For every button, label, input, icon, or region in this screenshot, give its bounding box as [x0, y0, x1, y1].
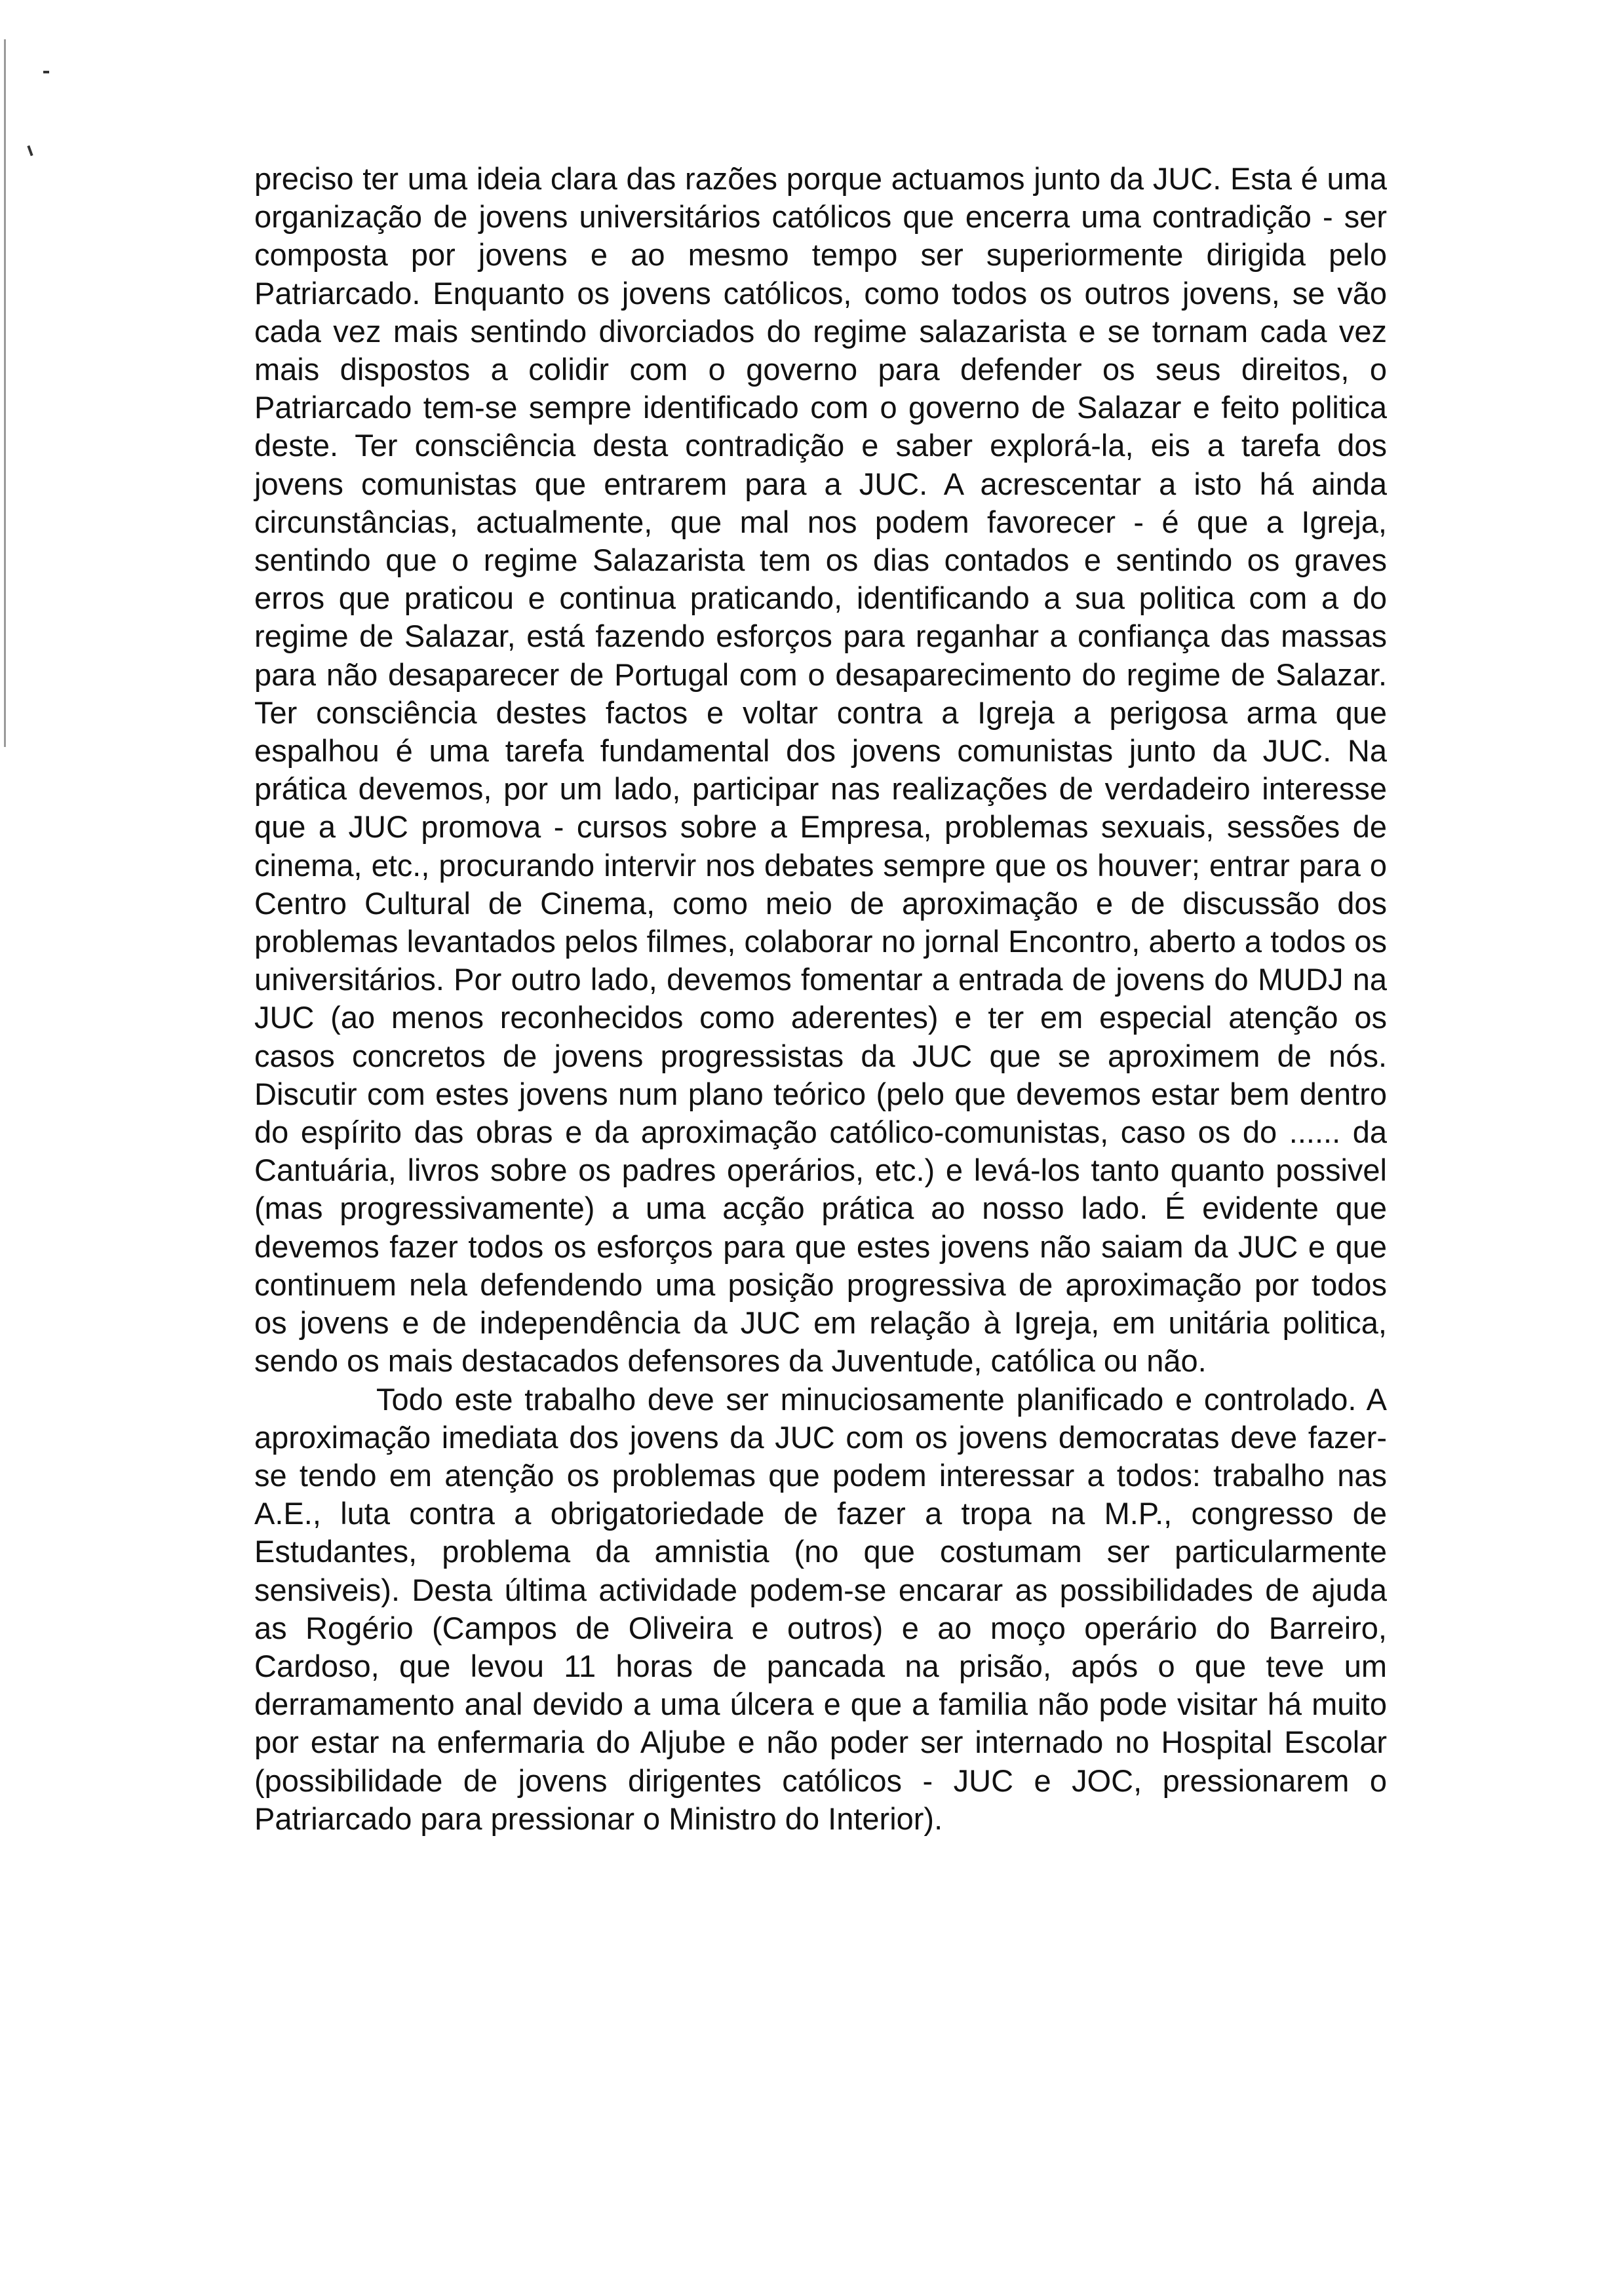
scan-edge-line — [4, 39, 6, 747]
paragraph-1: preciso ter uma ideia clara das razões porque actuamos junto da JUC. Esta é uma organização de jovens universitários católicos que encerra uma contradição - ser composta por jovens e ao mesmo tempo ser superiormente dirigida pelo Patriarcado. Enquanto os jovens católicos, como todos os outros jovens, se vão cada vez mais sentindo divorciados do regime salazarista e se tornam cada vez mais dispostos a colidir com o governo para defender os seus direitos, o Patriarcado tem-se sempre identificado com o governo de Salazar e feito politica deste. Ter consciência desta contradição e saber explorá-la, eis a tarefa dos jovens comunistas que entrarem para a JUC. A acrescentar a isto há ainda circunstâncias, actualmente, que mal nos podem favorecer - é que a Igreja, sentindo que o regime Salazarista tem os dias contados e sentindo os graves erros que praticou e continua praticando, identificando a sua politica com a do regime de Salazar, está fazendo esforços para reganhar a confiança das massas para não desaparecer de Portugal com o desaparecimento do regime de Salazar. Ter consciência destes factos e voltar contra a Igreja a perigosa arma que espalhou é uma tarefa fundamental dos jovens comunistas junto da JUC. Na prática devemos, por um lado, participar nas realizações de verdadeiro interesse que a JUC promova - cursos sobre a Empresa, problemas sexuais, sessões de cinema, etc., procurando intervir nos debates sempre que os houver; entrar para o Centro Cultural de Cinema, como meio de aproximação e de discussão dos problemas levantados pelos filmes, colaborar no jornal Encontro, aberto a todos os universitários. Por outro lado, devemos fomentar a entrada de jovens do MUDJ na JUC (ao menos reconhecidos como aderentes) e ter em especial atenção os casos concretos de jovens progressistas da JUC que se aproximem de nós. Discutir com estes jovens num plano teórico (pelo que devemos estar bem dentro do espírito das obras e da aproximação católico-comunistas, caso os do ...... da Cantuária, livros sobre os padres operários, etc.) e levá-los tanto quanto possivel (mas progressivamente) a uma acção prática ao nosso lado. É evidente que devemos fazer todos os esforços para que estes jovens não saiam da JUC e que continuem nela defendendo uma posição progressiva de aproximação por todos os jovens e de independência da JUC em relação à Igreja, em unitária politica, sendo os mais destacados defensores da Juventude, católica ou não. — [254, 161, 1387, 1379]
scan-speck — [43, 71, 49, 73]
document-body — [254, 160, 1387, 1838]
paragraph-2: Todo este trabalho deve ser minuciosamente planificado e controlado. A aproximação imediata dos jovens da JUC com os jovens democratas deve fazer-se tendo em atenção os problemas que podem interessar a todos: trabalho nas A.E., luta contra a obrigatoriedade de fazer a tropa na M.P., congresso de Estudantes, problema da amnistia (no que costumam ser particularmente sensiveis). Desta última actividade podem-se encarar as possibilidades de ajuda as Rogério (Campos de Oliveira e outros) e ao moço operário do Barreiro, Cardoso, que levou 11 horas de pancada na prisão, após o que teve um derramamento anal devido a uma úlcera e que a familia não pode visitar há muito por estar na enfermaria do Aljube e não poder ser internado no Hospital Escolar (possibilidade de jovens dirigentes católicos - JUC e JOC, pressionarem o Patriarcado para pressionar o Ministro do Interior). — [254, 1381, 1387, 1836]
scan-speck — [27, 145, 33, 156]
